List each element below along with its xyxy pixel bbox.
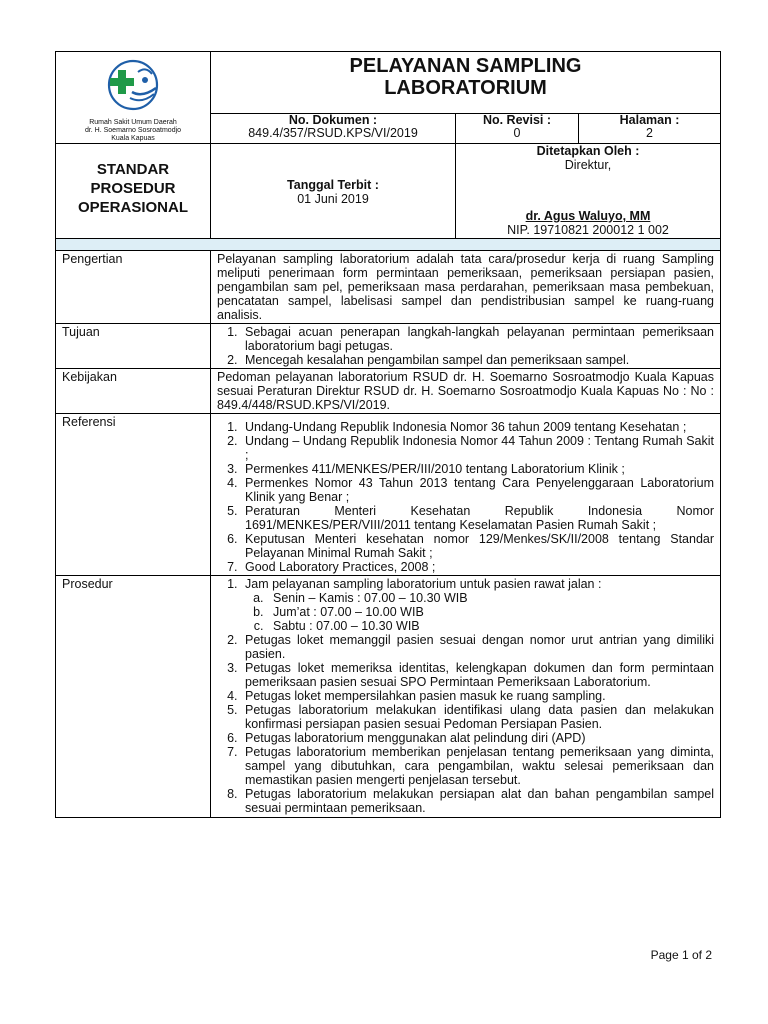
list-item: 7. Good Laboratory Practices, 2008 ; [241, 560, 714, 574]
list-item: 5. Peraturan Menteri Kesehatan Republik Indonesia Nomor 1691/MENKES/PER/VIII/2011 tentang Keselamatan Pasien Rumah Sakit ; [241, 504, 714, 532]
list-item: 6. Keputusan Menteri kesehatan nomor 129/Menkes/SK/II/2008 tentang Standar Pelayanan Minimal Rumah Sakit ; [241, 532, 714, 560]
pengertian-text: Pelayanan sampling laboratorium adalah tata cara/prosedur kerja di ruang Sampling meliputi penerimaan form permintaan pemeriksaan, pemeriksaan persiapan pasien, pengambilan sam pel, pemeriksaan masa perdarahan, pemeriksaan masa pembekuan, pencatatan sampel, labelisasi sampel dan pendistribusian sampel ke ruang-ruang analisis. [211, 251, 721, 324]
list-item: 2. Undang – Undang Republik Indonesia Nomor 44 Tahun 2009 : Tentang Rumah Sakit ; [241, 434, 714, 462]
schedule-item: b. Jum’at : 07.00 – 10.00 WIB [267, 605, 714, 619]
tujuan-content [211, 324, 721, 369]
signatory-name: dr. Agus Waluyo, MM [525, 209, 651, 223]
schedule-list [245, 591, 714, 633]
page-number: Page 1 of 2 [650, 948, 712, 962]
prosedur-label: Prosedur [56, 576, 211, 818]
no-revisi-value: 0 [513, 125, 521, 140]
ditetapkan-cell [456, 144, 721, 239]
no-dokumen-value: 849.4/357/RSUD.KPS/VI/2019 [248, 125, 418, 140]
kebijakan-label: Kebijakan [56, 369, 211, 414]
list-item: 3. Petugas loket memeriksa identitas, kelengkapan dokumen dan form permintaan pemeriksaan pasien sesuai SPO Permintaan Pemeriksaan Laboratorium. [241, 661, 714, 689]
ditetapkan-label: Ditetapkan Oleh : [536, 144, 640, 158]
list-item: 7. Petugas laboratorium memberikan penjelasan tentang pemeriksaan yang diminta, sampel yang dibutuhkan, cara pengambilan, waktu selesai pemeriksaan dan memastikan pasien mengerti penjelasan tersebut. [241, 745, 714, 787]
referensi-content [211, 414, 721, 576]
referensi-label: Referensi [56, 414, 211, 576]
list-item: 4. Petugas loket mempersilahkan pasien masuk ke ruang sampling. [241, 689, 714, 703]
document-title: PELAYANAN SAMPLING LABORATORIUM [211, 52, 721, 114]
ditetapkan-value: Direktur, [564, 158, 612, 172]
sop-title-cell: STANDAR PROSEDUR OPERASIONAL [56, 144, 211, 239]
halaman-label: Halaman : [619, 112, 680, 127]
list-item: 5. Petugas laboratorium melakukan identifikasi ulang data pasien dan melakukan konfirmasi persiapan pasien sesuai Pedoman Persiapan Pasien. [241, 703, 714, 731]
no-revisi-label: No. Revisi : [482, 112, 552, 127]
signatory-nip: NIP. 19710821 200012 1 002 [507, 223, 669, 237]
list-item: 1. Undang-Undang Republik Indonesia Nomor 36 tahun 2009 tentang Kesehatan ; [241, 420, 714, 434]
hospital-logo [102, 58, 164, 112]
list-item: 2. Mencegah kesalahan pengambilan sampel dan pemeriksaan sampel. [241, 353, 714, 367]
pengertian-label: Pengertian [56, 251, 211, 324]
sop-document-table [55, 51, 721, 818]
tanggal-terbit-label: Tanggal Terbit : [287, 178, 379, 192]
list-item: 2. Petugas loket memanggil pasien sesuai dengan nomor urut antrian yang dimiliki pasien. [241, 633, 714, 661]
separator-band [56, 239, 721, 251]
schedule-item: a. Senin – Kamis : 07.00 – 10.30 WIB [267, 591, 714, 605]
list-item: 6. Petugas laboratorium menggunakan alat pelindung diri (APD) [241, 731, 714, 745]
list-item: 3. Permenkes 411/MENKES/PER/III/2010 tentang Laboratorium Klinik ; [241, 462, 714, 476]
no-dokumen-cell [211, 113, 456, 143]
tujuan-label: Tujuan [56, 324, 211, 369]
list-item: 8. Petugas laboratorium melakukan persiapan alat dan bahan pengambilan sampel sesuai permintaan pemeriksaan. [241, 787, 714, 815]
no-revisi-cell [456, 113, 579, 143]
list-item: 4. Permenkes Nomor 43 Tahun 2013 tentang Cara Penyelenggaraan Laboratorium Klinik yang Benar ; [241, 476, 714, 504]
prosedur-content [211, 576, 721, 818]
logo-cell [56, 52, 211, 144]
list-item: 1. Sebagai acuan penerapan langkah-langkah pelayanan permintaan pemeriksaan laboratorium bagi petugas. [241, 325, 714, 353]
kebijakan-text: Pedoman pelayanan laboratorium RSUD dr. H. Soemarno Sosroatmodjo Kuala Kapuas sesuai Peraturan Direktur RSUD dr. H. Soemarno Sosroatmodjo Kuala Kapuas No : No : 849.4/448/RSUD.KPS/VI/2019. [211, 369, 721, 414]
prosedur-first-item: Jam pelayanan sampling laboratorium untuk pasien rawat jalan : [245, 577, 602, 591]
tanggal-terbit-value: 01 Juni 2019 [297, 192, 369, 206]
schedule-item: c. Sabtu : 07.00 – 10.30 WIB [267, 619, 714, 633]
list-item [241, 577, 714, 633]
tanggal-terbit-cell [211, 144, 456, 239]
halaman-value: 2 [646, 125, 653, 140]
halaman-cell [579, 113, 721, 143]
institution-name: Rumah Sakit Umum Daerah dr. H. Soemarno Sosroatmodjo Kuala Kapuas [84, 119, 182, 142]
no-dokumen-label: No. Dokumen : [288, 112, 378, 127]
